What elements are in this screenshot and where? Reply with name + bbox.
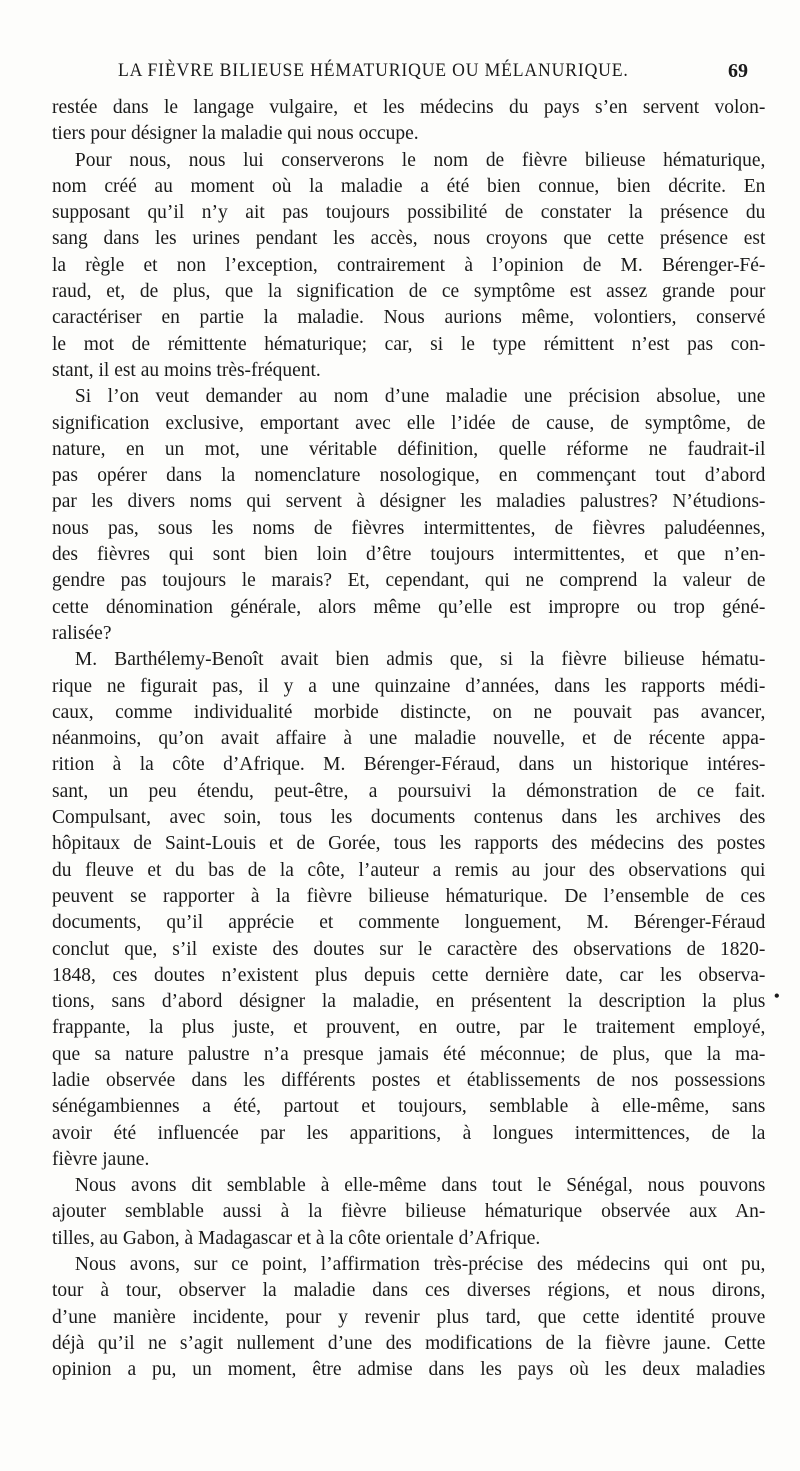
text-line: documents, qu’il apprécie et commente longuement, M. Bérenger-Féraud (52, 911, 766, 934)
text-line: Nous avons dit semblable à elle-même dans tout le Sénégal, nous pouvons (74, 1174, 766, 1197)
text-line: 1848, ces doutes n’existent plus depuis cette dernière date, car les observa- (52, 963, 766, 986)
text-line: nom créé au moment où la maladie a été bien connue, bien décrite. En (52, 174, 766, 197)
text-line: caractériser en partie la maladie. Nous aurions même, volontiers, conservé (52, 306, 766, 329)
text-line: ralisée? (52, 621, 112, 644)
running-title: LA FIÈVRE BILIEUSE HÉMATURIQUE OU MÉLANURIQUE. (118, 60, 629, 81)
text-line: signification exclusive, emportant avec elle l’idée de cause, de symptôme, de (52, 411, 766, 434)
text-line: caux, comme individualité morbide distincte, on ne pouvait pas avancer, (52, 700, 766, 723)
text-line: opinion a pu, un moment, être admise dans les pays où les deux maladies (52, 1358, 766, 1381)
text-line: tilles, au Gabon, à Madagascar et à la côte orientale d’Afrique. (52, 1226, 541, 1249)
text-line: frappante, la plus juste, et prouvent, en outre, par le traitement employé, (52, 1016, 766, 1039)
text-line: du fleuve et du bas de la côte, l’auteur a remis au jour des observations qui (52, 858, 766, 881)
text-line: déjà qu’il ne s’agit nullement d’une des modifications de la fièvre jaune. Cette (52, 1331, 766, 1354)
text-line: d’une manière incidente, pour y revenir plus tard, que cette identité prouve (52, 1305, 766, 1328)
text-line: ajouter semblable aussi à la fièvre bilieuse hématurique observée aux An- (52, 1200, 766, 1223)
text-line: Si l’on veut demander au nom d’une maladie une précision absolue, une (74, 385, 766, 408)
text-line: stant, il est au moins très-fréquent. (52, 358, 321, 381)
text-line: rition à la côte d’Afrique. M. Bérenger-Féraud, dans un historique intéres- (52, 753, 766, 776)
text-line: tour à tour, observer la maladie dans ces diverses régions, et nous dirons, (52, 1279, 766, 1302)
text-line: Compulsant, avec soin, tous les documents contenus dans les archives des (52, 806, 766, 829)
text-line: la règle et non l’exception, contrairement à l’opinion de M. Bérenger-Fé- (52, 253, 766, 276)
text-line: pas opérer dans la nomenclature nosologique, en commençant tout d’abord (52, 464, 766, 487)
text-line: nous pas, sous les noms de fièvres intermittentes, de fièvres paludéennes, (52, 516, 766, 539)
text-line: sang dans les urines pendant les accès, nous croyons que cette présence est (52, 227, 766, 250)
text-line: par les divers noms qui servent à désigner les maladies palustres? N’étudions- (52, 490, 766, 513)
text-line: peuvent se rapporter à la fièvre bilieuse hématurique. De l’ensemble de ces (52, 884, 766, 907)
margin-mark: • (774, 988, 780, 1005)
text-line: hôpitaux de Saint-Louis et de Gorée, tous les rapports des médecins des postes (52, 832, 766, 855)
text-line: sénégambiennes a été, partout et toujours, semblable à elle-même, sans (52, 1095, 766, 1118)
text-line: raud, et, de plus, que la signification de ce symptôme est assez grande pour (52, 280, 766, 303)
text-line: avoir été influencée par les apparitions, à longues intermittences, de la (52, 1121, 766, 1144)
text-line: restée dans le langage vulgaire, et les médecins du pays s’en servent volon- (52, 96, 766, 118)
text-line: cette dénomination générale, alors même qu’elle est impropre ou trop géné- (52, 595, 766, 618)
page-number: 69 (728, 60, 748, 82)
text-line: fièvre jaune. (52, 1147, 150, 1170)
text-line: sant, un peu étendu, peut-être, a poursuivi la démonstration de ce fait. (52, 779, 766, 802)
text-line: Nous avons, sur ce point, l’affirmation très-précise des médecins qui ont pu, (74, 1253, 766, 1276)
text-line: M. Barthélemy-Benoît avait bien admis que, si la fièvre bilieuse hématu- (74, 648, 766, 671)
text-line: le mot de rémittente hématurique; car, si le type rémittent n’est pas con- (52, 332, 766, 355)
text-line: Pour nous, nous lui conserverons le nom de fièvre bilieuse hématurique, (74, 148, 766, 171)
text-line: tions, sans d’abord désigner la maladie, en présentent la description la plus (52, 990, 766, 1013)
text-line: des fièvres qui sont bien loin d’être toujours intermittentes, et que n’en- (52, 543, 766, 566)
text-line: supposant qu’il n’y ait pas toujours possibilité de constater la présence du (52, 201, 766, 224)
text-line: gendre pas toujours le marais? Et, cependant, qui ne comprend la valeur de (52, 569, 766, 592)
text-line: conclut que, s’il existe des doutes sur le caractère des observations de 1820- (52, 937, 766, 960)
text-line: tiers pour désigner la maladie qui nous occupe. (52, 122, 419, 145)
text-line: nature, en un mot, une véritable définition, quelle réforme ne faudrait-il (52, 437, 766, 460)
body-text (52, 94, 766, 1383)
text-line: que sa nature palustre n’a presque jamais été méconnue; de plus, que la ma- (52, 1042, 766, 1065)
text-line: néanmoins, qu’on avait affaire à une maladie nouvelle, et de récente appa- (52, 727, 766, 750)
text-line: ladie observée dans les différents postes et établissements de nos possessions (52, 1068, 766, 1091)
text-line: rique ne figurait pas, il y a une quinzaine d’années, dans les rapports médi- (52, 674, 766, 697)
